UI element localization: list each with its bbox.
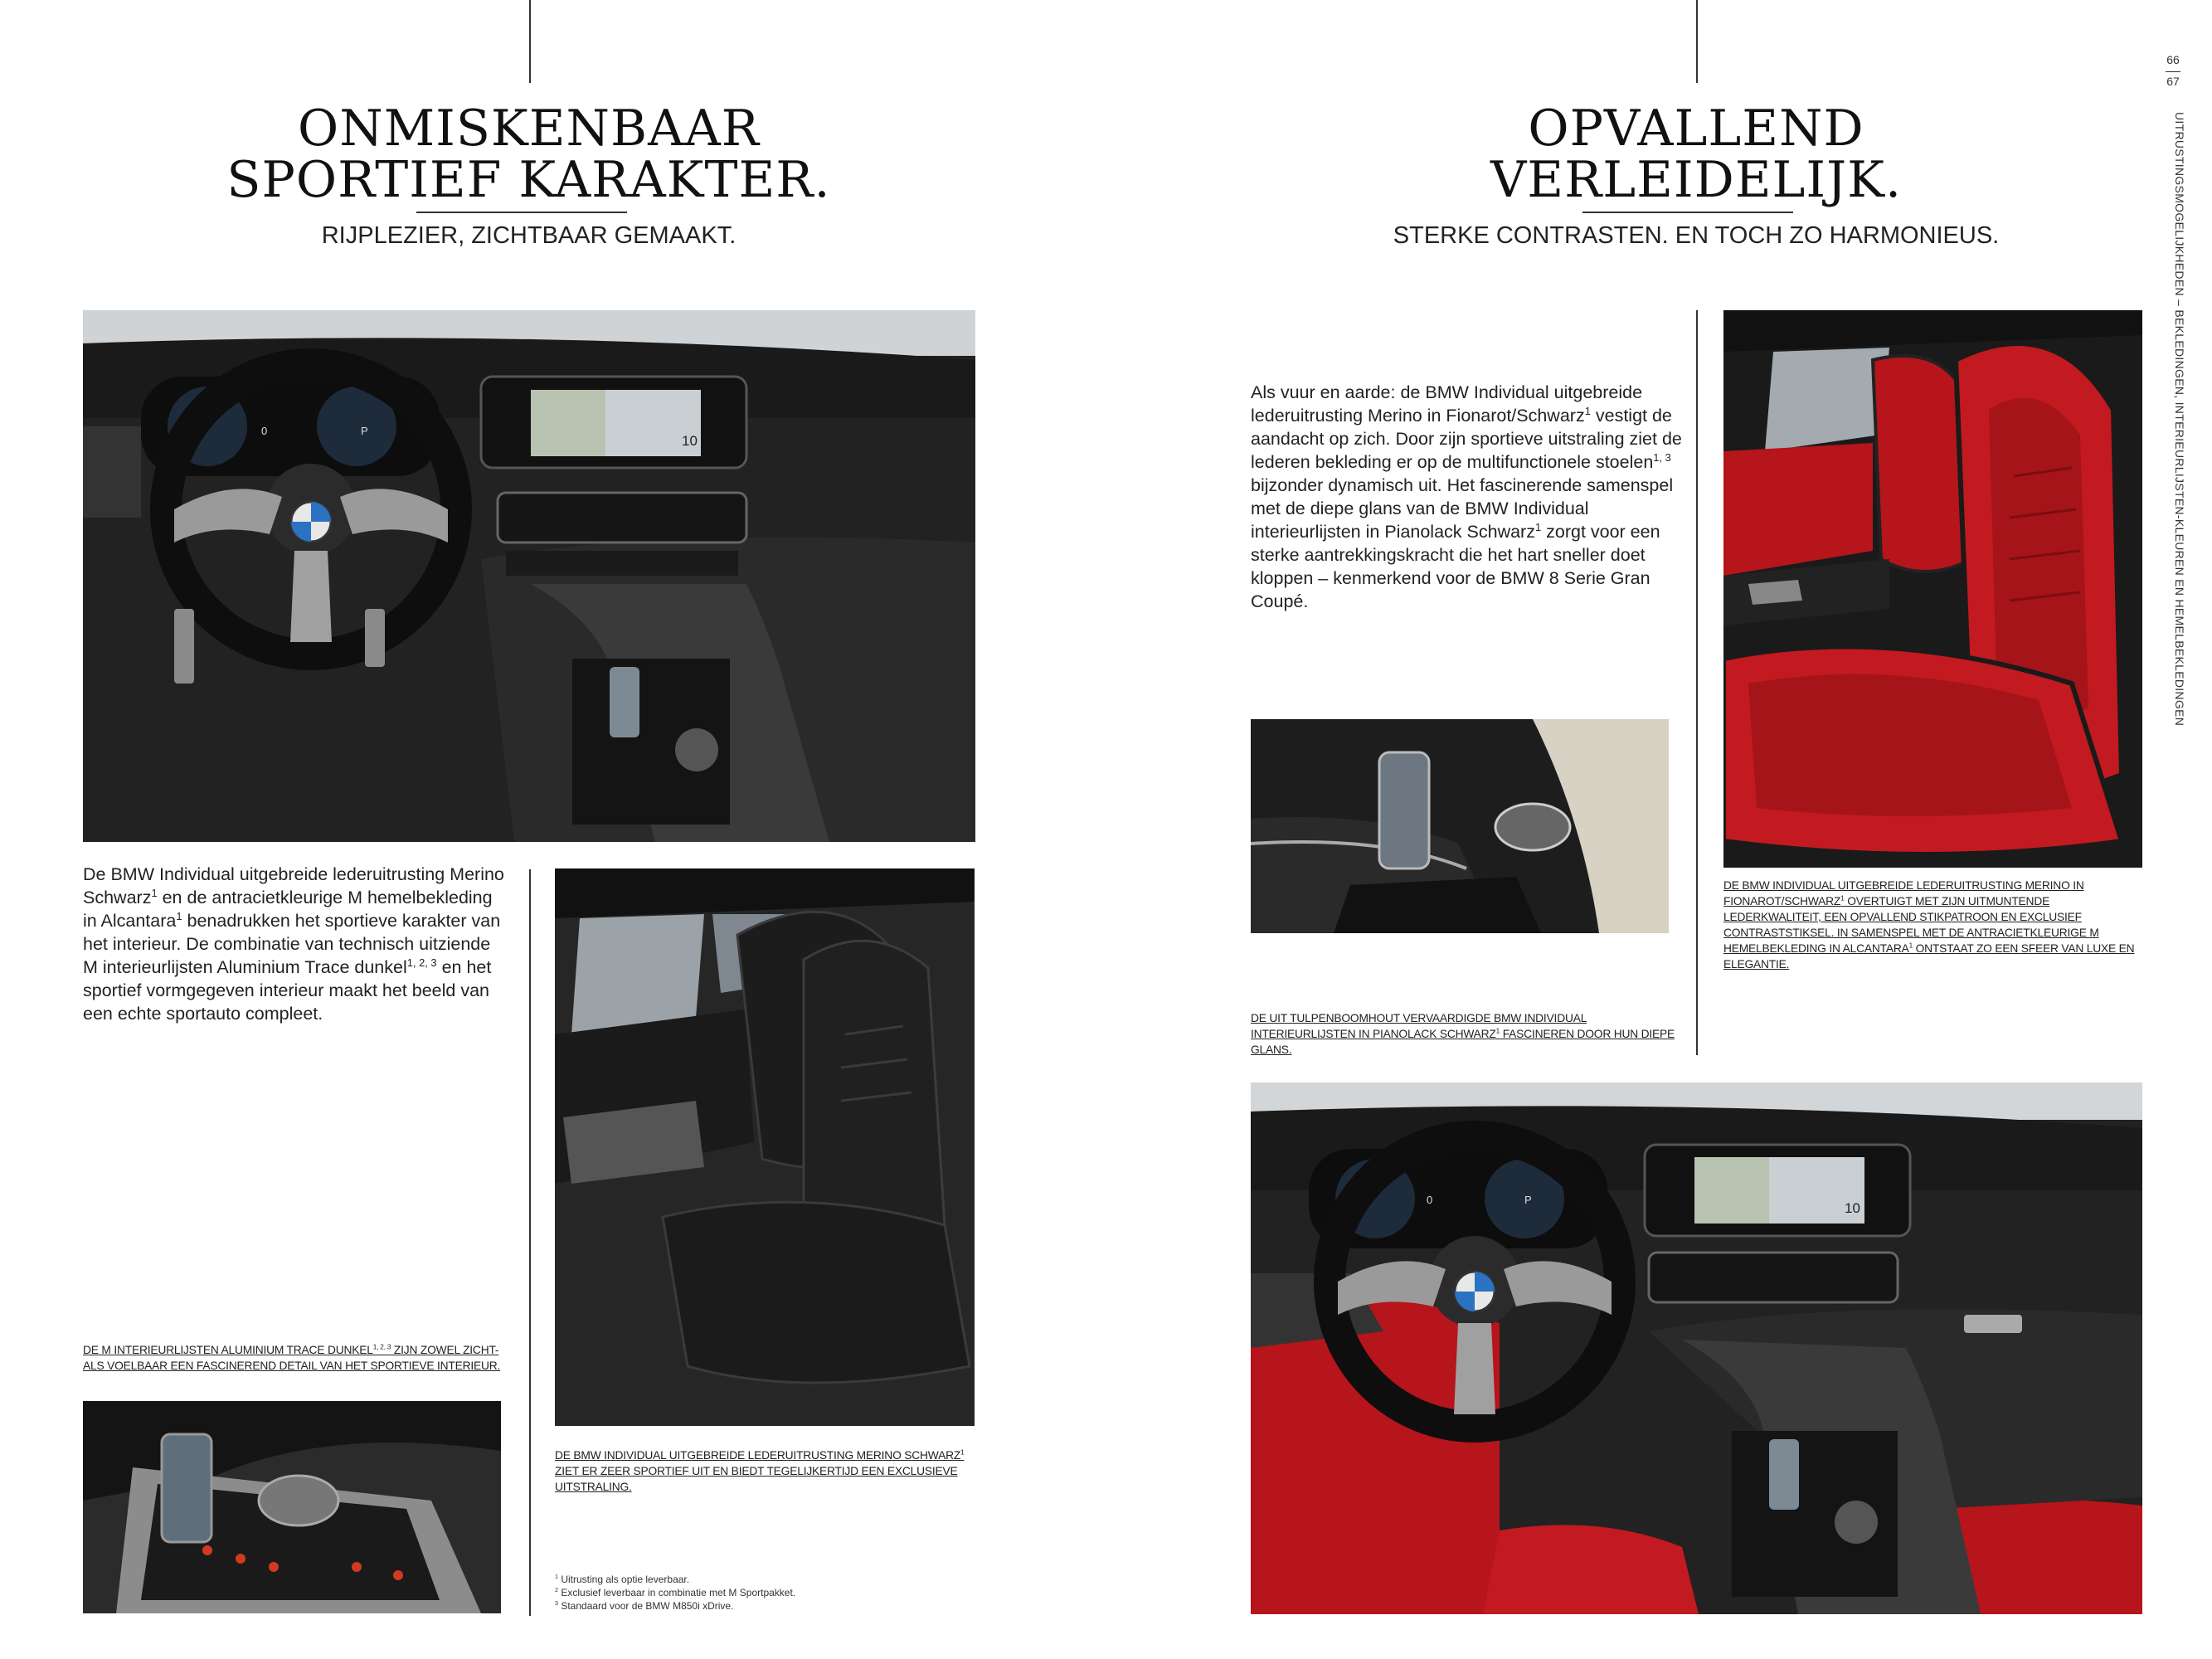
left-body-part4: en het sportief vormgegeven interieur maakt het beeld van een echte sportauto compleet.: [83, 957, 492, 1024]
page-number-67: 67: [2166, 75, 2180, 88]
footnote-3-marker: 3: [555, 1599, 558, 1607]
right-seat-caption-sup: 1: [1840, 894, 1845, 902]
right-body-text: [1251, 381, 1682, 613]
left-seat-caption: [555, 1447, 986, 1495]
gear-readout-red: P: [1524, 1194, 1532, 1206]
left-trim-caption-part1: DE M INTERIEURLIJSTEN ALUMINIUM TRACE DUNKEL: [83, 1344, 373, 1356]
section-navigation-text[interactable]: UITRUSTINGSMOGELIJKHEDEN – BEKLEDINGEN, INTERIEURLIJSTEN-KLEUREN EN HEMELBEKLEDINGEN: [2173, 112, 2186, 727]
footnote-1-marker: 1: [555, 1573, 558, 1580]
left-body-sup3: 1, 2, 3: [406, 956, 437, 969]
left-subheadline: RIJPLEZIER, ZICHTBAAR GEMAAKT.: [321, 222, 737, 249]
gear-selector-aluminium-photo: [83, 1401, 501, 1613]
right-subheadline: STERKE CONTRASTEN. EN TOCH ZO HARMONIEUS.: [1393, 222, 2000, 249]
page-number-66: 66: [2166, 53, 2180, 66]
right-trim-caption-sup: 1: [1495, 1027, 1500, 1035]
footnote-2: [555, 1586, 986, 1599]
left-headline-line1: ONMISKENBAAR: [298, 100, 760, 158]
left-body-part2: en de antracietkleurige M hemelbekleding in Alcantara: [83, 888, 493, 931]
right-seat-caption-part1: DE BMW INDIVIDUAL UITGEBREIDE LEDERUITRUSTING MERINO IN FIONAROT/SCHWARZ: [1723, 879, 2084, 907]
black-seats-photo: [555, 868, 975, 1426]
right-seat-caption: [1723, 878, 2142, 972]
right-body-part2: vestigt de aandacht op zich. Door zijn sportieve uitstraling ziet de lederen bekleding er op de multifunctionele stoelen: [1251, 406, 1682, 472]
left-body-part3: benadrukken het sportieve karakter van het interieur. De combinatie van technisch uitziende M interieurlijsten Aluminium Trace dunkel: [83, 911, 501, 977]
nav-readout: 10: [682, 433, 698, 449]
left-seat-caption-part1: DE BMW INDIVIDUAL UITGEBREIDE LEDERUITRUSTING MERINO SCHWARZ: [555, 1449, 961, 1462]
right-headline-line1: OPVALLEND: [1528, 100, 1864, 158]
footnote-2-marker: 2: [555, 1586, 558, 1593]
right-body-part1: Als vuur en aarde: de BMW Individual uitgebreide lederuitrusting Merino in Fionarot/Schwarz: [1251, 382, 1643, 426]
right-column-divider: [1696, 310, 1698, 1055]
right-seat-caption-part3: ONTSTAAT ZO EEN SFEER VAN LUXE EN ELEGANTIE.: [1723, 942, 2135, 971]
left-top-divider: [529, 0, 531, 83]
footnote-1-text: Uitrusting als optie leverbaar.: [561, 1574, 690, 1585]
left-body-text: [83, 863, 506, 1025]
page-number-divider: [2166, 71, 2180, 72]
left-trim-caption-sup: 1, 2, 3: [372, 1343, 391, 1351]
right-body-sup3: 1: [1534, 520, 1542, 533]
footnote-2-text: Exclusief leverbaar in combinatie met M Sportpakket.: [561, 1587, 796, 1598]
footnote-3: [555, 1599, 986, 1613]
left-trim-caption: [83, 1342, 506, 1374]
left-seat-caption-part2: ZIET ER ZEER SPORTIEF UIT EN BIEDT TEGELIJKERTIJD EEN EXCLUSIEVE UITSTRALING.: [555, 1465, 958, 1493]
dashboard-black-photo: [83, 310, 975, 842]
right-trim-caption-part1: DE UIT TULPENBOOMHOUT VERVAARDIGDE BMW INDIVIDUAL INTERIEURLIJSTEN IN PIANOLACK SCHWARZ: [1251, 1012, 1587, 1040]
section-navigation[interactable]: [2168, 112, 2188, 742]
right-headline-rule: [1582, 212, 1793, 213]
nav-readout-red: 10: [1845, 1200, 1860, 1216]
right-body-sup2: 1, 3: [1653, 450, 1671, 464]
dashboard-red-photo: [1251, 1082, 2142, 1614]
footnote-3-text: Standaard voor de BMW M850i xDrive.: [561, 1600, 734, 1612]
right-body-sup1: 1: [1584, 404, 1591, 417]
left-column-divider: [529, 869, 531, 1616]
right-top-divider: [1696, 0, 1698, 83]
right-seat-caption-sup2: 1: [1908, 941, 1913, 950]
left-headline-line2: SPORTIEF KARAKTER.: [226, 151, 831, 209]
left-headline-rule: [416, 212, 627, 213]
left-body-sup1: 1: [151, 886, 158, 899]
right-seat-caption-part2: OVERTUIGT MET ZIJN UITMUNTENDE LEDERKWALITEIT, EEN OPVALLEND STIKPATROON EN EXCLUSIEF CONTRASTSTIKSEL. IN SAMENSPEL MET DE ANTRACIETKLEURIGE M HEMELBEKLEDING IN ALCANTARA: [1723, 895, 2099, 955]
right-trim-caption: [1251, 1010, 1682, 1058]
gear-readout: P: [361, 425, 368, 437]
left-body-sup2: 1: [176, 909, 182, 922]
speed-readout-red: 0: [1427, 1194, 1433, 1206]
speed-readout: 0: [261, 425, 268, 437]
left-trim-caption-part2: ZIJN ZOWEL ZICHT- ALS VOELBAAR EEN FASCINEREND DETAIL VAN HET SPORTIEVE INTERIEUR.: [83, 1344, 501, 1372]
gear-selector-pianolack-photo: [1251, 719, 1669, 933]
right-headline-line2: VERLEIDELIJK.: [1490, 151, 1903, 209]
red-seats-photo: [1723, 310, 2142, 868]
left-headline: [166, 100, 892, 209]
footnotes: [555, 1573, 986, 1613]
right-body-part3: bijzonder dynamisch uit. Het fascinerende samenspel met de diepe glans van de BMW Individual interieurlijsten in Pianolack Schwarz: [1251, 475, 1674, 542]
footnote-1: [555, 1573, 986, 1586]
right-headline: [1333, 100, 2059, 209]
left-seat-caption-sup: 1: [960, 1448, 965, 1457]
right-trim-caption-part2: FASCINEREN DOOR HUN DIEPE GLANS.: [1251, 1028, 1675, 1056]
left-body-part1: De BMW Individual uitgebreide lederuitrusting Merino Schwarz: [83, 864, 504, 907]
right-body-part4: zorgt voor een sterke aantrekkingskracht die het hart sneller doet kloppen – kenmerkend voor de BMW 8 Serie Gran Coupé.: [1251, 522, 1660, 611]
